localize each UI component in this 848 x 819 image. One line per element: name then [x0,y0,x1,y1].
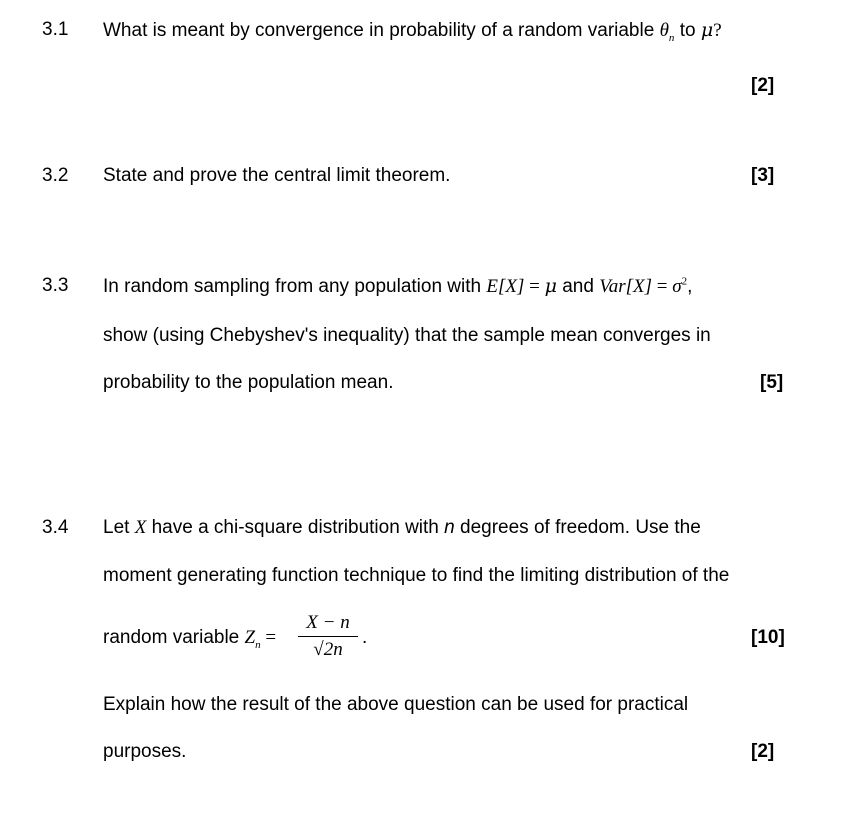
fraction-bar [298,636,358,637]
question-text-line-1: Let X have a chi-square distribution with n degrees of freedom. Use the [103,517,701,538]
marks-label-2: [2] [751,741,775,762]
marks-label: [2] [751,75,775,96]
marks-label: [3] [751,165,775,186]
question-text: State and prove the central limit theorem. [103,165,451,186]
question-text-line-1: In random sampling from any population with E[X] = μ and $Var[X] = \sigma^2$, [103,275,693,297]
question-text: What is meant by convergence in probability of a random variable $\theta_n$ to μ? [103,19,722,44]
marks-label: [10] [751,627,785,648]
question-text-line-2: moment generating function technique to find the limiting distribution of the [103,565,730,586]
fraction-numerator: X − n [306,612,350,633]
question-number: 3.4 [42,517,69,538]
mu-symbol: μ [700,19,714,41]
question-number: 3.1 [42,19,69,40]
question-number: 3.3 [42,275,69,296]
variance-expr: Var[X] [599,276,653,297]
question-text-line-4: Explain how the result of the above question can be used for practical [103,694,689,715]
expectation-expr: E[X] [486,276,525,297]
theta-symbol: θ [659,20,669,41]
fraction-denominator: √2n [313,639,343,660]
question-text-line-5: purposes. [103,741,187,762]
question-text-line-3: random variable $Z_n$ = [103,627,277,651]
question-number: 3.2 [42,165,69,186]
question-text-line-3: probability to the population mean. [103,372,394,393]
fraction [298,612,358,661]
period: . [362,627,368,648]
marks-label: [5] [760,372,784,393]
question-text-line-2: show (using Chebyshev's inequality) that the sample mean converges in [103,325,711,346]
